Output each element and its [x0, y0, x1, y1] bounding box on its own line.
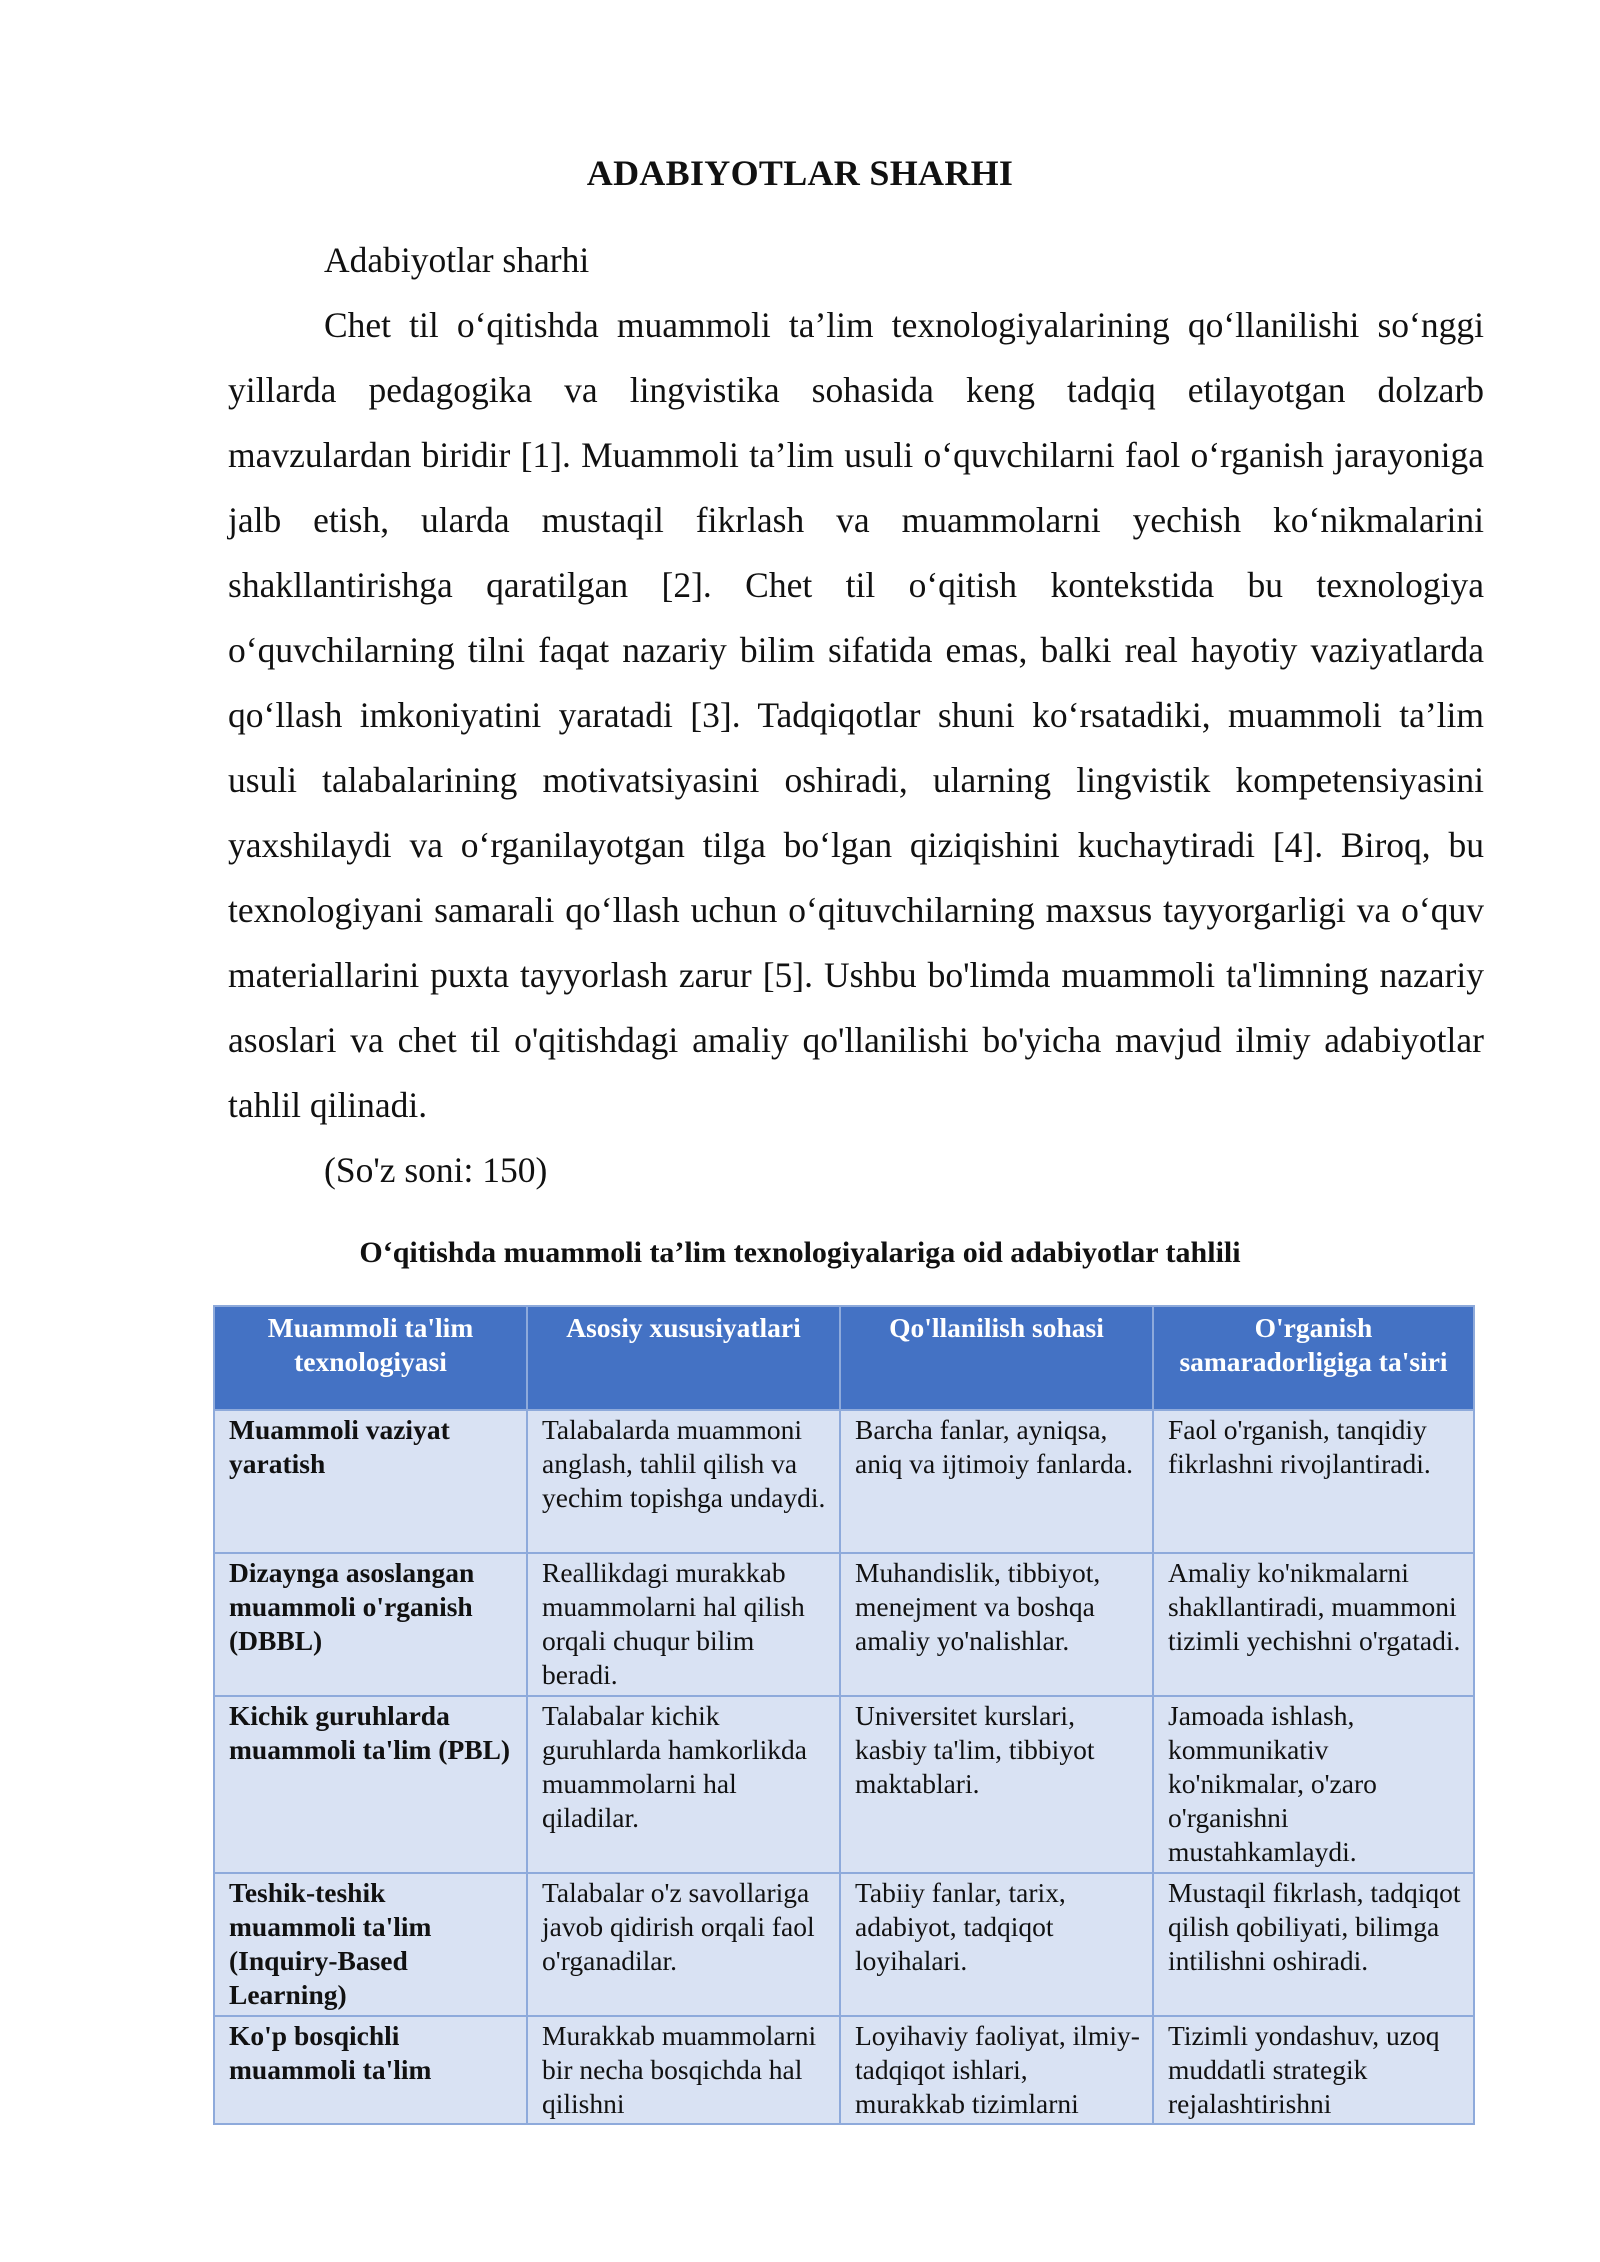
page-heading: ADABIYOTLAR SHARHI [586, 153, 1014, 193]
table-cell-effectiveness: Faol o'rganish, tanqidiy fikrlashni rivojlantiradi. [1153, 1410, 1474, 1553]
table-cell-technology: Ko'p bosqichli muammoli ta'lim [214, 2016, 527, 2124]
body-paragraph: Chet til o‘qitishda muammoli ta’lim texnologiyalarining qo‘llanilishi so‘nggi yillarda pedagogika va lingvistika sohasida keng tadqiq etilayotgan dolzarb mavzulardan biridir [1]. Muammoli ta’lim usuli o‘quvchilarni faol o‘rganish jarayoniga jalb etish, ularda mustaqil fikrlash va muammolarni yechish ko‘nikmalarini shakllantirishga qaratilgan [2]. Chet til o‘qitish kontekstida bu texnologiya o‘quvchilarning tilni faqat nazariy bilim sifatida emas, balki real hayotiy vaziyatlarda qo‘llash imkoniyatini yaratadi [3]. Tadqiqotlar shuni ko‘rsatadiki, muammoli ta’lim usuli talabalarining motivatsiyasini oshiradi, ularning lingvistik kompetensiyasini yaxshilaydi va o‘rganilayotgan tilga bo‘lgan qiziqishini kuchaytiradi [4]. Biroq, bu texnologiyani samarali qo‘llash uchun o‘qituvchilarning maxsus tayyorgarligi va o‘quv materiallarini puxta tayyorlash zarur [5]. Ushbu bo'limda muammoli ta'limning nazariy asoslari va chet til o'qitishdagi amaliy qo'llanilishi bo'yicha mavjud ilmiy adabiyotlar tahlil qilinadi. [228, 305, 1484, 1125]
table-cell-features: Reallikdagi murakkab muammolarni hal qilish orqali chuqur bilim beradi. [527, 1553, 840, 1696]
table-cell-technology: Dizaynga asoslangan muammoli o'rganish (DBBL) [214, 1553, 527, 1696]
table-row [214, 2016, 1474, 2124]
literature-analysis-table [213, 1305, 1475, 2125]
table-cell-features: Talabalar kichik guruhlarda hamkorlikda muammolarni hal qiladilar. [527, 1696, 840, 1873]
table-cell-features: Talabalar o'z savollariga javob qidirish orqali faol o'rganadilar. [527, 1873, 840, 2016]
table-cell-technology: Teshik-teshik muammoli ta'lim (Inquiry-Based Learning) [214, 1873, 527, 2016]
table-row [214, 1553, 1474, 1696]
header-cell-application: Qo'llanilish sohasi [840, 1306, 1153, 1410]
table-cell-application: Loyihaviy faoliyat, ilmiy-tadqiqot ishlari, murakkab tizimlarni [840, 2016, 1153, 2124]
table-cell-technology: Kichik guruhlarda muammoli ta'lim (PBL) [214, 1696, 527, 1873]
table-cell-effectiveness: Mustaqil fikrlash, tadqiqot qilish qobiliyati, bilimga intilishni oshiradi. [1153, 1873, 1474, 2016]
table-cell-features: Murakkab muammolarni bir necha bosqichda hal qilishni [527, 2016, 840, 2124]
table-title: O‘qitishda muammoli ta’lim texnologiyalariga oid adabiyotlar tahlili [359, 1236, 1241, 1269]
header-cell-features: Asosiy xususiyatlari [527, 1306, 840, 1410]
header-cell-technology: Muammoli ta'lim texnologiyasi [214, 1306, 527, 1410]
header-cell-effectiveness: O'rganish samaradorligiga ta'siri [1153, 1306, 1474, 1410]
table-cell-features: Talabalarda muammoni anglash, tahlil qilish va yechim topishga undaydi. [527, 1410, 840, 1553]
table-cell-application: Barcha fanlar, ayniqsa, aniq va ijtimoiy fanlarda. [840, 1410, 1153, 1553]
table-row [214, 1696, 1474, 1873]
word-count: (So'z soni: 150) [324, 1150, 548, 1190]
table-cell-application: Tabiiy fanlar, tarix, adabiyot, tadqiqot loyihalari. [840, 1873, 1153, 2016]
table-cell-application: Muhandislik, tibbiyot, menejment va boshqa amaliy yo'nalishlar. [840, 1553, 1153, 1696]
table-cell-effectiveness: Tizimli yondashuv, uzoq muddatli strategik rejalashtirishni [1153, 2016, 1474, 2124]
table-header-row [214, 1306, 1474, 1410]
table-cell-effectiveness: Jamoada ishlash, kommunikativ ko'nikmalar, o'zaro o'rganishni mustahkamlaydi. [1153, 1696, 1474, 1873]
table-cell-effectiveness: Amaliy ko'nikmalarni shakllantiradi, muammoni tizimli yechishni o'rgatadi. [1153, 1553, 1474, 1696]
table-row [214, 1873, 1474, 2016]
literature-review-section [228, 228, 1484, 1203]
table-cell-technology: Muammoli vaziyat yaratish [214, 1410, 527, 1553]
table-cell-application: Universitet kurslari, kasbiy ta'lim, tibbiyot maktablari. [840, 1696, 1153, 1873]
table-row [214, 1410, 1474, 1553]
section-subheading: Adabiyotlar sharhi [324, 240, 590, 280]
